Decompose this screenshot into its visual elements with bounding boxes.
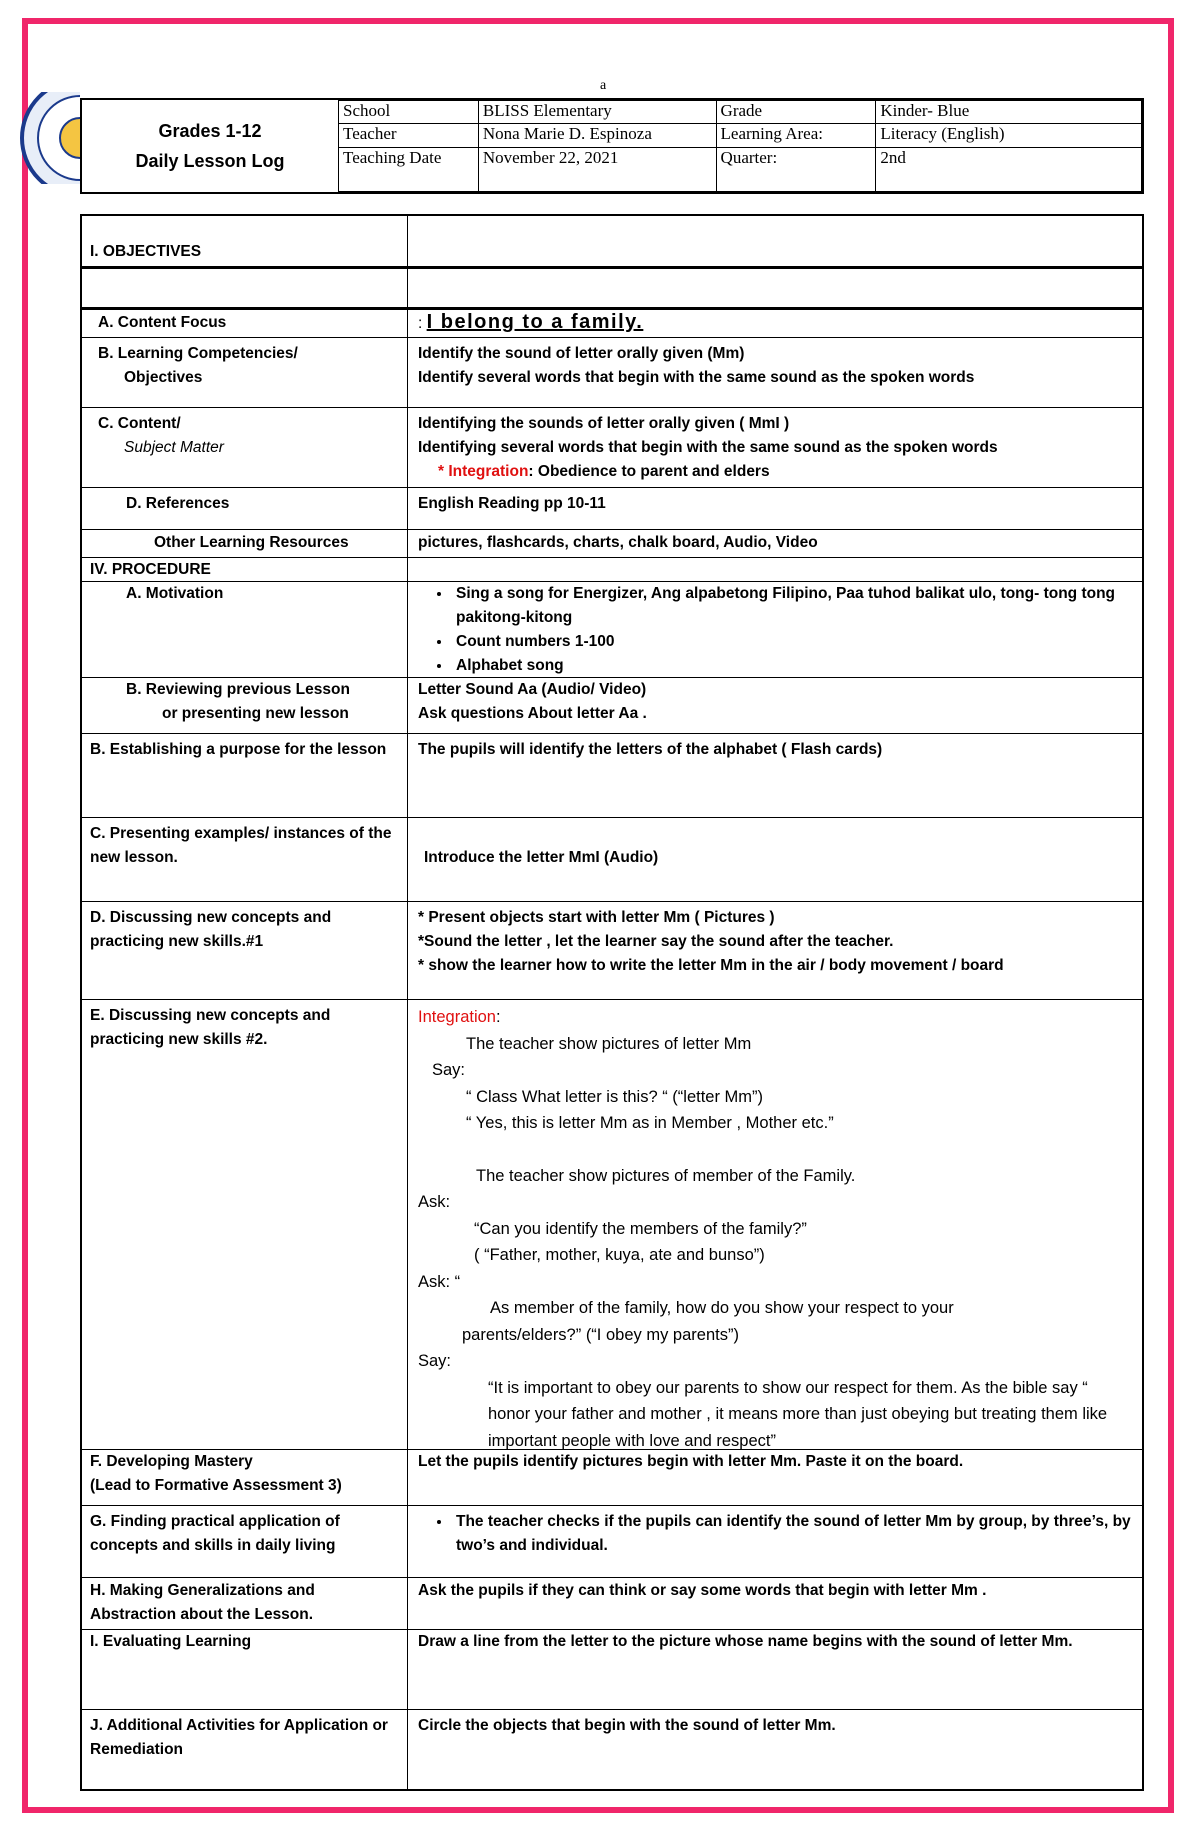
teaching-date-value: November 22, 2021 <box>478 147 716 192</box>
row-procedure <box>82 557 1142 581</box>
mastery-sublabel: (Lead to Formative Assessment 3) <box>90 1477 342 1494</box>
row-motivation <box>82 581 1142 677</box>
mastery-label: F. Developing Mastery <box>90 1453 253 1470</box>
dialogue-line: parents/elders?” (“I obey my parents”) <box>462 1325 739 1344</box>
additional-label: J. Additional Activities for Application or Remediation <box>82 1710 408 1789</box>
dialogue-line: “ Yes, this is letter Mm as in Member , Mother etc.” <box>466 1114 834 1132</box>
motivation-label: A. Motivation <box>82 582 408 677</box>
procedure-label: IV. PROCEDURE <box>82 558 408 581</box>
discussing-1-line: * Present objects start with letter Mm ( Pictures ) <box>418 909 775 926</box>
content-label: C. Content/ <box>98 415 181 432</box>
other-resources-label: Other Learning Resources <box>82 530 408 557</box>
content-focus-prefix: : <box>418 315 423 332</box>
application-label: G. Finding practical application of concepts and skills in daily living <box>82 1506 408 1577</box>
content-focus-label: A. Content Focus <box>82 310 408 337</box>
discussing-2-label: E. Discussing new concepts and practicing new skills #2. <box>82 1000 408 1449</box>
integration-heading: Integration <box>418 1008 496 1026</box>
content-focus-value: I belong to a family. <box>426 311 644 333</box>
motivation-item: • Sing a song for Energizer, Ang alpabetong Filipino, Paa tuhod balikat ulo, tong- tong tong pakitong-kitong <box>452 582 1132 630</box>
row-content-focus <box>82 310 1142 337</box>
header-title <box>82 100 338 192</box>
content-line-2: Identifying several words that begin with the same sound as the spoken words <box>418 439 998 456</box>
dialogue-line: Say: <box>418 1352 452 1370</box>
row-reviewing <box>82 677 1142 733</box>
dialogue-line: ( “Father, mother, kuya, ate and bunso”) <box>474 1246 765 1264</box>
row-content <box>82 407 1142 487</box>
discussing-1-line: * show the learner how to write the letter Mm in the air / body movement / board <box>418 957 1004 974</box>
school-label: School <box>339 101 479 124</box>
row-purpose <box>82 733 1142 817</box>
school-value: BLISS Elementary <box>478 101 716 124</box>
header-info-table <box>338 100 1142 192</box>
row-additional <box>82 1709 1142 1789</box>
reviewing-line-2: Ask questions About letter Aa . <box>418 705 647 722</box>
lesson-log-header <box>80 98 1144 194</box>
dialogue-line: The teacher show pictures of letter Mm <box>466 1034 752 1053</box>
application-value: • The teacher checks if the pupils can identify the sound of letter Mm by group, by three’s, by two’s and individual. <box>452 1510 1132 1558</box>
dialogue-line: “Can you identify the members of the family?” <box>474 1219 807 1238</box>
subject-matter-label: Subject Matter <box>124 439 224 456</box>
evaluating-label: I. Evaluating Learning <box>82 1630 408 1709</box>
competency-1: Identify the sound of letter orally given (Mm) <box>418 345 745 362</box>
mastery-value: Let the pupils identify pictures begin with letter Mm. Paste it on the board. <box>418 1453 964 1470</box>
header-row-date <box>339 147 1142 192</box>
discussing-1-label: D. Discussing new concepts and practicing new skills.#1 <box>82 902 408 999</box>
row-competencies <box>82 337 1142 407</box>
dialogue-line: Say: <box>432 1061 466 1079</box>
row-discussing-1 <box>82 901 1142 999</box>
row-mastery <box>82 1449 1142 1505</box>
learning-area-label: Learning Area: <box>716 124 876 147</box>
purpose-label: B. Establishing a purpose for the lesson <box>82 734 408 817</box>
dialogue-line: As member of the family, how do you show your respect to your <box>490 1299 954 1317</box>
objectives-sublabel: Objectives <box>124 369 203 386</box>
header-row-school <box>339 101 1142 124</box>
competency-2: Identify several words that begin with the same sound as the spoken words <box>418 369 975 386</box>
integration-text: : Obedience to parent and elders <box>528 463 770 480</box>
presenting-value: Introduce the letter MmI (Audio) <box>424 849 659 866</box>
dialogue-line: “It is important to obey our parents to show our respect for them. As the bible say “ honor your father and mother , it means more than just obeying but treating them like important people with love and respect” <box>488 1378 1108 1450</box>
purpose-value: The pupils will identify the letters of the alphabet ( Flash cards) <box>418 741 883 758</box>
generalization-label: H. Making Generalizations and Abstraction about the Lesson. <box>82 1578 408 1629</box>
teacher-label: Teacher <box>339 124 479 147</box>
motivation-item: • Count numbers 1-100 <box>452 630 1132 654</box>
presenting-label: C. Presenting examples/ instances of the new lesson. <box>82 818 408 901</box>
other-resources-value: pictures, flashcards, charts, chalk board, Audio, Video <box>418 534 818 551</box>
additional-value: Circle the objects that begin with the sound of letter Mm. <box>418 1717 836 1734</box>
teacher-value: Nona Marie D. Espinoza <box>478 124 716 147</box>
deped-seal-icon <box>18 92 80 184</box>
header-title-line2: Daily Lesson Log <box>135 151 285 171</box>
header-row-teacher <box>339 124 1142 147</box>
grade-value: Kinder- Blue <box>876 101 1142 124</box>
dialogue-line: The teacher show pictures of member of the Family. <box>476 1166 856 1185</box>
row-other-resources <box>82 529 1142 557</box>
teaching-date-label: Teaching Date <box>339 147 479 192</box>
row-evaluating <box>82 1629 1142 1709</box>
motivation-item: • Alphabet song <box>452 654 1132 678</box>
reviewing-sublabel: or presenting new lesson <box>162 705 349 722</box>
row-generalization <box>82 1577 1142 1629</box>
row-objectives <box>82 216 1142 266</box>
evaluating-value: Draw a line from the letter to the picture whose name begins with the sound of letter Mm. <box>418 1633 1073 1650</box>
quarter-label: Quarter: <box>716 147 876 192</box>
integration-colon: : <box>495 1008 501 1026</box>
lesson-table <box>80 214 1144 1791</box>
generalization-value: Ask the pupils if they can think or say some words that begin with letter Mm . <box>418 1582 987 1599</box>
references-value: English Reading pp 10-11 <box>418 495 606 512</box>
dialogue-line: Ask: <box>418 1193 451 1211</box>
grade-label: Grade <box>716 101 876 124</box>
objectives-label: I. OBJECTIVES <box>82 216 408 266</box>
competencies-label: B. Learning Competencies/ <box>98 345 298 362</box>
reviewing-label: B. Reviewing previous Lesson <box>126 681 350 698</box>
dialogue-line: Ask: “ <box>418 1272 461 1291</box>
content-line-1: Identifying the sounds of letter orally given ( MmI ) <box>418 415 790 432</box>
header-title-line1: Grades 1-12 <box>158 121 262 141</box>
reviewing-line-1: Letter Sound Aa (Audio/ Video) <box>418 681 647 698</box>
row-blank <box>82 269 1142 307</box>
dialogue-line: “ Class What letter is this? “ (“letter Mm”) <box>466 1087 764 1106</box>
row-application <box>82 1505 1142 1577</box>
row-presenting <box>82 817 1142 901</box>
quarter-value: 2nd <box>876 147 1142 192</box>
learning-area-value: Literacy (English) <box>876 124 1142 147</box>
integration-label: * Integration <box>438 463 529 480</box>
row-discussing-2 <box>82 999 1142 1449</box>
top-mark: a <box>600 78 607 93</box>
discussing-1-line: *Sound the letter , let the learner say the sound after the teacher. <box>418 933 894 950</box>
row-references <box>82 487 1142 529</box>
references-label: D. References <box>82 488 408 529</box>
